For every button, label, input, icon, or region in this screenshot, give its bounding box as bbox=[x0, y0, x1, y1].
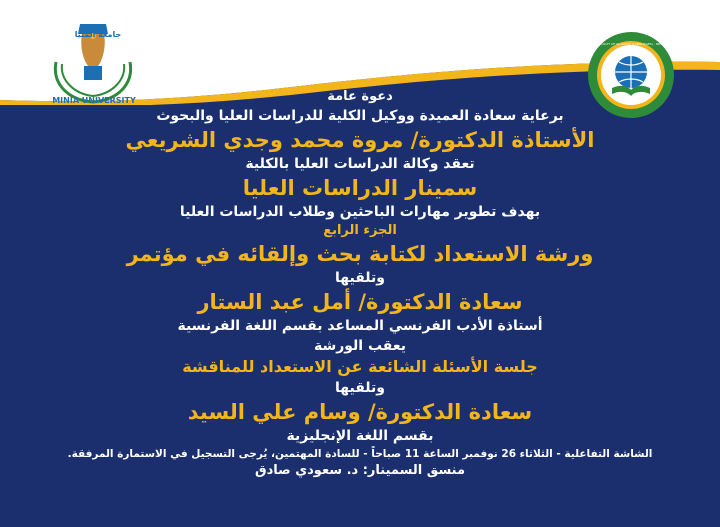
qa-session-title: جلسة الأسئلة الشائعة عن الاستعداد للمناقشة bbox=[182, 357, 538, 376]
presented-by-1: وتلقيها bbox=[335, 270, 385, 286]
minia-arabic-label: جامعة المنيا bbox=[74, 30, 122, 39]
workshop-title: ورشة الاستعداد لكتابة بحث وإلقائه في مؤتمر bbox=[126, 242, 594, 266]
purpose-line: بهدف تطوير مهارات الباحثين وطلاب الدراسات العليا bbox=[179, 204, 541, 220]
invitation-text-block bbox=[0, 88, 720, 480]
dean-name: الأستاذة الدكتورة/ مروة محمد وجدي الشريعي bbox=[125, 128, 595, 152]
patronage-line: برعاية سعادة العميدة ووكيل الكلية للدراسات العليا والبحوث bbox=[156, 108, 564, 124]
minia-english-label: MINIA UNIVERSITY bbox=[52, 96, 136, 105]
followed-by-line: يعقب الورشة bbox=[313, 338, 407, 354]
seminar-title: سمينار الدراسات العليا bbox=[242, 176, 478, 200]
speaker-1-role: أستاذة الأدب الفرنسي المساعد بقسم اللغة الفرنسية bbox=[177, 318, 543, 334]
schedule-line: الشاشة التفاعلية - الثلاثاء 26 نوفمبر الساعة 11 صباحاً - للسادة المهتمين، يُرجى التسجيل في الاستمارة المرفقة. bbox=[67, 448, 653, 460]
part-label: الجزء الرابع bbox=[323, 223, 397, 238]
invitation-heading: دعوة عامة bbox=[327, 89, 393, 104]
organizer-line: تعقد وكالة الدراسات العليا بالكلية bbox=[245, 156, 475, 172]
faculty-ring-text: FACULTY OF AL-ALSUN (LANGUAGES) - MINIA UNIVERSITY bbox=[597, 42, 665, 50]
speaker-1-name: سعادة الدكتورة/ أمل عبد الستار bbox=[197, 290, 523, 314]
coordinator-line: منسق السمينار: د. سعودي صادق bbox=[254, 463, 466, 478]
speaker-2-name: سعادة الدكتورة/ وسام علي السيد bbox=[187, 400, 533, 424]
presented-by-2: وتلقيها bbox=[335, 380, 385, 396]
speaker-2-dept: بقسم اللغة الإنجليزية bbox=[286, 428, 434, 444]
